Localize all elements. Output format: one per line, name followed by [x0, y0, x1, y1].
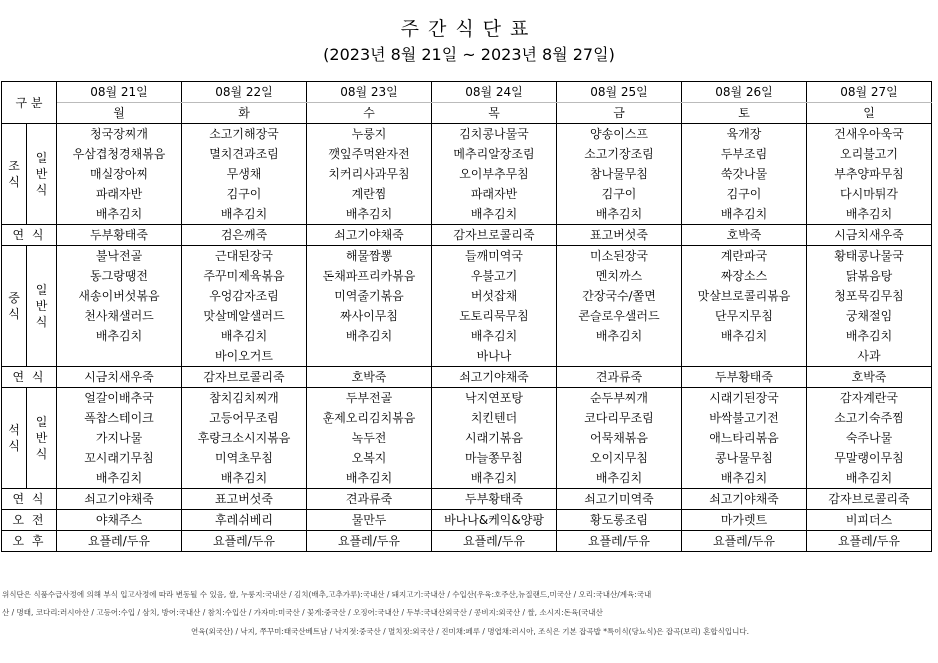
menu-item: 근대된장국 — [182, 246, 307, 267]
menu-item: 배추김치 — [807, 326, 932, 346]
menu-item: 배추김치 — [57, 326, 182, 346]
menu-item: 주꾸미제육볶음 — [182, 266, 307, 286]
menu-item — [57, 346, 182, 367]
menu-item: 고등어무조림 — [182, 408, 307, 428]
menu-item: 시금치새우죽 — [57, 367, 182, 388]
menu-item: 우엉감자조림 — [182, 286, 307, 306]
menu-item: 표고버섯죽 — [557, 225, 682, 246]
menu-item: 치킨텐더 — [432, 408, 557, 428]
menu-item: 소고기장조림 — [557, 144, 682, 164]
menu-item: 얼갈이배추국 — [57, 388, 182, 409]
lunch-label: 중 식 — [2, 246, 27, 367]
menu-item: 바나나&케익&양팡 — [432, 510, 557, 531]
menu-item: 배추김치 — [182, 468, 307, 489]
menu-item: 두부황태죽 — [432, 489, 557, 510]
menu-item: 간장국수/쫄면 — [557, 286, 682, 306]
menu-item: 바이오거트 — [182, 346, 307, 367]
menu-item — [307, 346, 432, 367]
menu-item: 두부조림 — [682, 144, 807, 164]
menu-item: 배추김치 — [432, 326, 557, 346]
date-cell: 08월 25일 — [557, 82, 682, 103]
footnotes — [0, 586, 938, 637]
menu-item: 동그랑땡전 — [57, 266, 182, 286]
menu-item: 우불고기 — [432, 266, 557, 286]
menu-item: 닭볶음탕 — [807, 266, 932, 286]
menu-item: 물만두 — [307, 510, 432, 531]
menu-item: 시래기볶음 — [432, 428, 557, 448]
menu-item: 오리불고기 — [807, 144, 932, 164]
menu-item: 마가렛트 — [682, 510, 807, 531]
menu-item: 멘치까스 — [557, 266, 682, 286]
menu-item: 배추김치 — [57, 468, 182, 489]
menu-item: 가지나물 — [57, 428, 182, 448]
menu-item: 쇠고기야채죽 — [57, 489, 182, 510]
meal-table — [1, 81, 932, 552]
menu-item: 요플레/두유 — [307, 531, 432, 552]
menu-item: 청포묵김무침 — [807, 286, 932, 306]
menu-item: 김치콩나물국 — [432, 124, 557, 145]
date-range: (2023년 8월 21일 ~ 2023년 8월 27일) — [323, 45, 615, 64]
dinner-row — [2, 468, 932, 489]
weekday-cell: 일 — [807, 103, 932, 124]
menu-item: 어묵채볶음 — [557, 428, 682, 448]
date-cell: 08월 21일 — [57, 82, 182, 103]
menu-item: 도토리묵무침 — [432, 306, 557, 326]
date-cell: 08월 23일 — [307, 82, 432, 103]
footnote-line: 산 / 명태, 코다리:러시아산 / 고등어:수입 / 삼치, 방어:국내산 / 참치:수입산 / 가자미:미국산 / 꽃게:중국산 / 오징어:국내산 / 두부:국내산외국산 / 콩비지:외국산 / 쌀, 소시지:돈육(국내산 — [2, 608, 603, 617]
menu-item: 오이부추무침 — [432, 164, 557, 184]
dinner-sub-label: 일 반 식 — [27, 388, 57, 489]
lunch-sub-label: 일 반 식 — [27, 246, 57, 367]
menu-item: 콩나물무침 — [682, 448, 807, 468]
menu-item: 건새우아욱국 — [807, 124, 932, 145]
menu-item: 배추김치 — [432, 204, 557, 225]
menu-item: 참치김치찌개 — [182, 388, 307, 409]
menu-item: 배추김치 — [682, 326, 807, 346]
lunch-row — [2, 346, 932, 367]
weekday-cell: 목 — [432, 103, 557, 124]
dinner_soft-row — [2, 489, 932, 510]
breakfast-row — [2, 204, 932, 225]
menu-item: 무말랭이무침 — [807, 448, 932, 468]
dinner-row — [2, 448, 932, 468]
menu-item: 검은깨죽 — [182, 225, 307, 246]
dinner-row — [2, 428, 932, 448]
footnote-line: 연육(외국산) / 낙지, 쭈꾸미:태국산베트남 / 낙지젓:중국산 / 멸치젓:외국산 / 진미채:페루 / 명엽채:러시아, 조식은 기본 잡곡밥 *특이식(당뇨식)은 잡곡(보리) 혼합식입니다. — [191, 627, 749, 636]
menu-item: 표고버섯죽 — [182, 489, 307, 510]
lunch-row — [2, 266, 932, 286]
header-row-dates — [2, 82, 932, 103]
menu-item: 호박죽 — [682, 225, 807, 246]
dinner-row — [2, 388, 932, 409]
menu-item: 훈제오리김치볶음 — [307, 408, 432, 428]
menu-item: 파래자반 — [432, 184, 557, 204]
menu-item: 배추김치 — [57, 204, 182, 225]
menu-item: 시금치새우죽 — [807, 225, 932, 246]
page-title: 주간식단표 — [400, 18, 538, 40]
menu-item: 요플레/두유 — [807, 531, 932, 552]
menu-item: 배추김치 — [307, 204, 432, 225]
menu-item: 무생채 — [182, 164, 307, 184]
lunch-row — [2, 246, 932, 267]
menu-item: 비피더스 — [807, 510, 932, 531]
snack_am-row — [2, 510, 932, 531]
menu-item: 천사채샐러드 — [57, 306, 182, 326]
menu-item: 쇠고기미역죽 — [557, 489, 682, 510]
menu-item: 호박죽 — [807, 367, 932, 388]
menu-item: 궁채절임 — [807, 306, 932, 326]
menu-item: 버섯잡채 — [432, 286, 557, 306]
menu-item: 코다리무조림 — [557, 408, 682, 428]
menu-item: 오이지무침 — [557, 448, 682, 468]
menu-item: 배추김치 — [182, 204, 307, 225]
breakfast-row — [2, 184, 932, 204]
menu-item: 쇠고기야채죽 — [432, 367, 557, 388]
header-label: 구 분 — [2, 82, 57, 124]
menu-item: 청국장찌개 — [57, 124, 182, 145]
dinner-label: 석 식 — [2, 388, 27, 489]
menu-item: 김구이 — [682, 184, 807, 204]
menu-item: 순두부찌개 — [557, 388, 682, 409]
menu-item: 숙주나물 — [807, 428, 932, 448]
weekday-cell: 화 — [182, 103, 307, 124]
menu-item: 우삼겹청경채볶음 — [57, 144, 182, 164]
menu-item: 배추김치 — [307, 468, 432, 489]
menu-item: 배추김치 — [807, 468, 932, 489]
menu-item: 미역줄기볶음 — [307, 286, 432, 306]
menu-item: 폭찹스테이크 — [57, 408, 182, 428]
menu-item: 감자계란국 — [807, 388, 932, 409]
breakfast-row — [2, 144, 932, 164]
breakfast-sub-label: 일 반 식 — [27, 124, 57, 225]
menu-item: 콘슬로우샐러드 — [557, 306, 682, 326]
menu-item: 배추김치 — [432, 468, 557, 489]
breakfast-label: 조 식 — [2, 124, 27, 225]
menu-item: 김구이 — [182, 184, 307, 204]
menu-item: 황도롱조림 — [557, 510, 682, 531]
menu-item: 녹두전 — [307, 428, 432, 448]
menu-item: 양송이스프 — [557, 124, 682, 145]
menu-item: 배추김치 — [807, 204, 932, 225]
menu-item: 요플레/두유 — [57, 531, 182, 552]
menu-item: 해물짬뽕 — [307, 246, 432, 267]
menu-item: 계란파국 — [682, 246, 807, 267]
menu-item: 멸치견과조림 — [182, 144, 307, 164]
menu-item: 사과 — [807, 346, 932, 367]
menu-item — [557, 346, 682, 367]
menu-item: 짜장소스 — [682, 266, 807, 286]
snack-pm-label: 오 후 — [2, 531, 57, 552]
menu-item: 황태콩나물국 — [807, 246, 932, 267]
menu-item: 마늘쫑무침 — [432, 448, 557, 468]
menu-item: 요플레/두유 — [432, 531, 557, 552]
menu-item: 새송이버섯볶음 — [57, 286, 182, 306]
menu-item: 두부황태죽 — [682, 367, 807, 388]
date-cell: 08월 27일 — [807, 82, 932, 103]
date-cell: 08월 22일 — [182, 82, 307, 103]
menu-item: 호박죽 — [307, 367, 432, 388]
menu-item: 배추김치 — [682, 204, 807, 225]
menu-item: 낙지연포탕 — [432, 388, 557, 409]
menu-item: 돈채파프리카볶음 — [307, 266, 432, 286]
menu-item: 미역초무침 — [182, 448, 307, 468]
snack-am-label: 오 전 — [2, 510, 57, 531]
menu-item: 꼬시래기무침 — [57, 448, 182, 468]
breakfast-row — [2, 164, 932, 184]
lunch_soft-row — [2, 367, 932, 388]
soft-diet-label: 연 식 — [2, 367, 57, 388]
menu-item: 배추김치 — [557, 204, 682, 225]
menu-item: 메추리알장조림 — [432, 144, 557, 164]
menu-item: 맛살브로콜리볶음 — [682, 286, 807, 306]
menu-item: 시래기된장국 — [682, 388, 807, 409]
menu-item: 맛살메알샐러드 — [182, 306, 307, 326]
menu-item: 김구이 — [557, 184, 682, 204]
weekday-cell: 금 — [557, 103, 682, 124]
menu-item: 다시마튀각 — [807, 184, 932, 204]
menu-item: 쇠고기야채죽 — [682, 489, 807, 510]
footnote-line: 위식단은 식품수급사정에 의해 부식 입고사정에 따라 변동될 수 있음, 쌀, 누룽지:국내산 / 김치(배추,고추가루):국내산 / 돼지고기:국내산 / 수입산(우육:호주산,뉴질랜드,미국산 / 오리:국내산/계육:국내 — [2, 590, 652, 599]
menu-item: 참나물무침 — [557, 164, 682, 184]
date-cell: 08월 24일 — [432, 82, 557, 103]
breakfast_soft-row — [2, 225, 932, 246]
menu-item: 계란찜 — [307, 184, 432, 204]
menu-item: 견과류죽 — [307, 489, 432, 510]
menu-item: 후레쉬베리 — [182, 510, 307, 531]
menu-item: 들깨미역국 — [432, 246, 557, 267]
menu-item: 두부전골 — [307, 388, 432, 409]
menu-item: 배추김치 — [557, 468, 682, 489]
menu-item: 부추양파무침 — [807, 164, 932, 184]
menu-item: 소고기해장국 — [182, 124, 307, 145]
lunch-row — [2, 286, 932, 306]
menu-item: 요플레/두유 — [682, 531, 807, 552]
breakfast-row — [2, 124, 932, 145]
menu-item: 바나나 — [432, 346, 557, 367]
menu-item: 짜사이무침 — [307, 306, 432, 326]
menu-item: 쇠고기야채죽 — [307, 225, 432, 246]
menu-item: 불낙전골 — [57, 246, 182, 267]
menu-item: 감자브로콜리죽 — [807, 489, 932, 510]
menu-item: 애느타리볶음 — [682, 428, 807, 448]
lunch-row — [2, 326, 932, 346]
header-row-weekdays — [2, 103, 932, 124]
soft-diet-label: 연 식 — [2, 225, 57, 246]
weekday-cell: 수 — [307, 103, 432, 124]
menu-item: 배추김치 — [307, 326, 432, 346]
menu-item: 육개장 — [682, 124, 807, 145]
menu-item: 배추김치 — [557, 326, 682, 346]
menu-item: 미소된장국 — [557, 246, 682, 267]
menu-item: 쑥갓나물 — [682, 164, 807, 184]
dinner-row — [2, 408, 932, 428]
menu-item: 두부황태죽 — [57, 225, 182, 246]
menu-item: 누룽지 — [307, 124, 432, 145]
menu-item: 배추김치 — [682, 468, 807, 489]
menu-item: 야채주스 — [57, 510, 182, 531]
menu-item: 견과류죽 — [557, 367, 682, 388]
menu-item: 배추김치 — [182, 326, 307, 346]
menu-item — [682, 346, 807, 367]
menu-item: 소고기숙주찜 — [807, 408, 932, 428]
soft-diet-label: 연 식 — [2, 489, 57, 510]
menu-item: 요플레/두유 — [182, 531, 307, 552]
menu-item: 바싹불고기전 — [682, 408, 807, 428]
snack_pm-row — [2, 531, 932, 552]
menu-item: 깻잎주먹완자전 — [307, 144, 432, 164]
menu-item: 감자브로콜리죽 — [182, 367, 307, 388]
lunch-row — [2, 306, 932, 326]
menu-item: 치커리사과무침 — [307, 164, 432, 184]
date-cell: 08월 26일 — [682, 82, 807, 103]
menu-item: 파래자반 — [57, 184, 182, 204]
menu-item: 오복지 — [307, 448, 432, 468]
menu-item: 단무지무침 — [682, 306, 807, 326]
weekday-cell: 월 — [57, 103, 182, 124]
menu-item: 후랑크소시지볶음 — [182, 428, 307, 448]
menu-item: 매실장아찌 — [57, 164, 182, 184]
menu-item: 요플레/두유 — [557, 531, 682, 552]
weekday-cell: 토 — [682, 103, 807, 124]
menu-item: 감자브로콜리죽 — [432, 225, 557, 246]
